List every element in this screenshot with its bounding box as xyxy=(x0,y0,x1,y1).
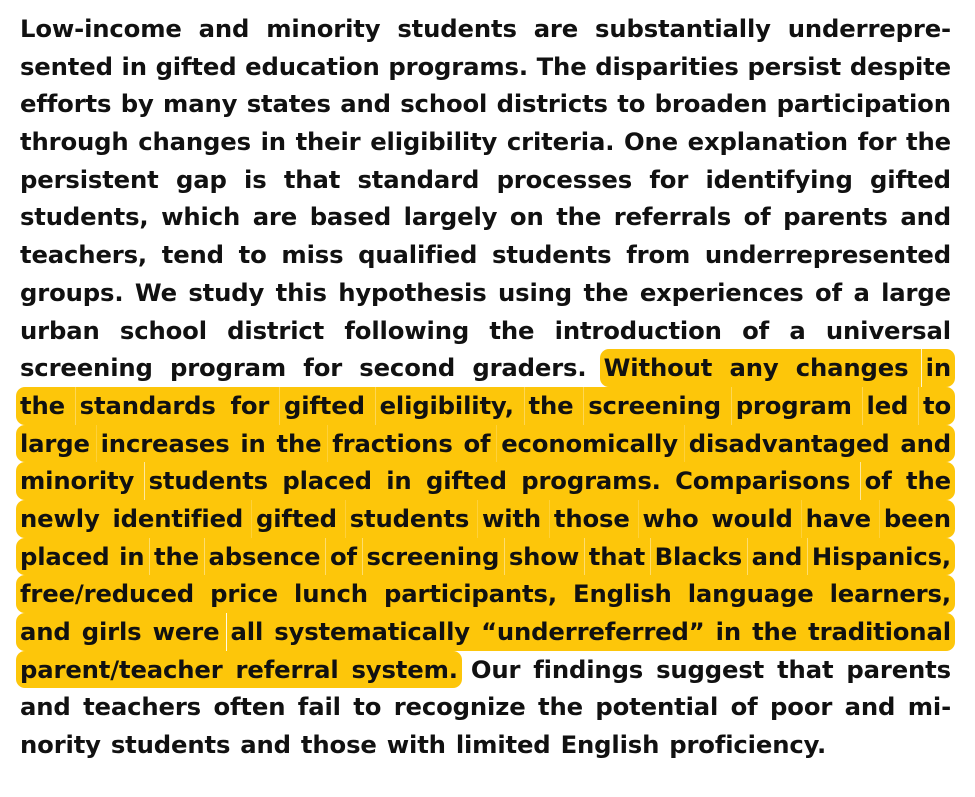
word: gap xyxy=(175,164,227,194)
word: mi- xyxy=(907,692,951,722)
highlighted-word: changes xyxy=(792,349,913,387)
highlighted-word: show xyxy=(505,538,583,576)
word: using xyxy=(497,277,573,307)
word: the xyxy=(538,692,583,722)
word: which xyxy=(161,202,241,232)
word: study xyxy=(188,277,265,307)
text-line xyxy=(20,48,951,86)
text-line xyxy=(20,10,951,48)
highlighted-word: led xyxy=(863,387,913,425)
highlighted-word: economically xyxy=(497,425,682,463)
highlighted-word: with xyxy=(478,500,545,538)
word: participation xyxy=(776,89,951,119)
word: proficiency. xyxy=(669,730,827,760)
highlighted-word: students xyxy=(145,462,272,500)
highlighted-word: minority xyxy=(16,462,138,500)
word: poor xyxy=(770,692,833,722)
word: substantially xyxy=(595,14,771,43)
word: gifted xyxy=(155,51,237,81)
highlighted-word: been xyxy=(880,500,955,538)
word: with xyxy=(386,730,446,760)
word: We xyxy=(134,277,177,307)
word: broaden xyxy=(654,89,768,119)
highlighted-word: participants, xyxy=(380,575,561,613)
highlighted-word: placed xyxy=(278,462,376,500)
text-line xyxy=(20,274,951,312)
word: students xyxy=(397,14,517,43)
text-line xyxy=(20,462,951,500)
word: to xyxy=(238,240,267,270)
word: district xyxy=(227,315,325,345)
word: and xyxy=(900,202,951,232)
highlighted-word: to xyxy=(919,387,955,425)
word: criteria. xyxy=(506,127,615,157)
word: of xyxy=(815,277,843,307)
word: potential xyxy=(595,692,719,722)
word: disparities xyxy=(595,51,739,81)
text-line xyxy=(20,500,951,538)
text-line xyxy=(20,688,951,726)
word: tend xyxy=(161,240,224,270)
text-line xyxy=(20,312,951,350)
highlighted-word: learners, xyxy=(826,575,955,613)
word: in xyxy=(121,51,147,81)
highlighted-word: parent/teacher xyxy=(16,651,227,689)
word: referrals xyxy=(613,202,732,232)
text-line xyxy=(20,425,951,463)
word: the xyxy=(583,277,629,307)
highlighted-word: were xyxy=(149,613,224,651)
word: the xyxy=(489,315,535,345)
word: often xyxy=(213,692,286,722)
highlighted-word: price xyxy=(206,575,282,613)
highlighted-word: Without xyxy=(600,349,717,387)
highlighted-word: Blacks xyxy=(651,538,746,576)
highlighted-word: in xyxy=(922,349,955,387)
highlighted-word: program xyxy=(732,387,856,425)
word: a xyxy=(853,277,870,307)
word: programs. xyxy=(388,51,528,81)
highlighted-word: Hispanics, xyxy=(808,538,955,576)
word: on xyxy=(509,202,544,232)
word: underrepresented xyxy=(704,240,951,270)
highlighted-word: gifted xyxy=(280,387,369,425)
highlighted-word: in xyxy=(115,538,148,576)
highlighted-word: students xyxy=(346,500,473,538)
highlighted-word: gifted xyxy=(422,462,511,500)
word: Low-income xyxy=(20,14,182,43)
word: teachers, xyxy=(20,240,147,270)
word: to xyxy=(617,89,646,119)
word: largely xyxy=(403,202,498,232)
word: a xyxy=(789,315,806,345)
word: of xyxy=(742,315,770,345)
text-line xyxy=(20,123,951,161)
text-line xyxy=(20,613,951,651)
word: education xyxy=(245,51,380,81)
word: for xyxy=(649,164,689,194)
word: school xyxy=(119,315,207,345)
word: from xyxy=(626,240,691,270)
highlighted-word: girls xyxy=(78,613,146,651)
highlighted-word: and xyxy=(16,613,75,651)
word: suggest xyxy=(656,654,765,684)
word: limited xyxy=(455,730,551,760)
highlighted-word: all xyxy=(227,613,268,651)
word: and xyxy=(20,692,71,722)
word: states xyxy=(246,89,331,119)
word: fail xyxy=(297,692,341,722)
word: efforts xyxy=(20,89,112,119)
word: sented xyxy=(20,51,113,81)
text-line xyxy=(20,726,951,764)
highlighted-word: absence xyxy=(205,538,325,576)
highlighted-word: “underreferred” xyxy=(477,613,708,651)
word: underrepre- xyxy=(787,14,951,43)
highlighted-word: referral xyxy=(232,651,343,689)
word: those xyxy=(300,730,377,760)
highlighted-word: of xyxy=(861,462,896,500)
word: introduction xyxy=(554,315,722,345)
highlighted-word: screening xyxy=(363,538,504,576)
highlighted-word: in xyxy=(382,462,415,500)
text-line xyxy=(20,161,951,199)
word: through xyxy=(20,127,129,157)
word: second xyxy=(359,353,456,383)
text-line xyxy=(20,85,951,123)
word: urban xyxy=(20,315,100,345)
word: to xyxy=(353,692,382,722)
word: students, xyxy=(20,202,149,232)
highlighted-word: disadvantaged xyxy=(685,425,894,463)
highlighted-word: of xyxy=(459,425,494,463)
word: nority xyxy=(20,730,101,760)
word: miss xyxy=(281,240,344,270)
highlighted-word: screening xyxy=(584,387,725,425)
text-line xyxy=(20,575,951,613)
highlighted-word: systematically xyxy=(270,613,474,651)
highlighted-word: the xyxy=(150,538,203,576)
word: parents xyxy=(846,654,951,684)
text-line xyxy=(20,349,951,387)
word: for xyxy=(303,353,343,383)
word: based xyxy=(309,202,392,232)
highlighted-word: the xyxy=(748,613,801,651)
word: graders. xyxy=(472,353,587,383)
highlighted-word: in xyxy=(712,613,745,651)
word: school xyxy=(400,89,488,119)
word: large xyxy=(881,277,951,307)
word: districts xyxy=(496,89,608,119)
word: teachers xyxy=(83,692,201,722)
highlighted-word: for xyxy=(226,387,273,425)
highlighted-word: gifted xyxy=(252,500,341,538)
word: and xyxy=(844,692,896,722)
highlighted-word: increases xyxy=(97,425,234,463)
word: groups. xyxy=(20,277,124,307)
highlighted-word: of xyxy=(326,538,361,576)
highlighted-word: placed xyxy=(16,538,114,576)
word: recognize xyxy=(393,692,526,722)
word: changes xyxy=(138,127,251,157)
highlighted-word: Comparisons xyxy=(671,462,854,500)
highlighted-word: have xyxy=(802,500,875,538)
word: of xyxy=(743,202,771,232)
highlighted-word: programs. xyxy=(517,462,665,500)
text-line xyxy=(20,538,951,576)
highlighted-word: language xyxy=(684,575,818,613)
word: persist xyxy=(747,51,842,81)
highlighted-word: large xyxy=(16,425,94,463)
highlighted-word: those xyxy=(550,500,634,538)
highlighted-word: the xyxy=(16,387,69,425)
word: standard xyxy=(357,164,480,194)
word: parents xyxy=(783,202,888,232)
highlighted-word: who xyxy=(639,500,703,538)
highlighted-word: any xyxy=(725,349,782,387)
word: their xyxy=(295,127,361,157)
highlighted-word: standards xyxy=(76,387,220,425)
highlighted-word: would xyxy=(707,500,796,538)
word: that xyxy=(777,654,834,684)
word: for xyxy=(857,127,897,157)
word: findings xyxy=(533,654,644,684)
word: processes xyxy=(496,164,633,194)
highlighted-word: English xyxy=(569,575,676,613)
text-line xyxy=(20,651,951,689)
text-line xyxy=(20,236,951,274)
highlighted-word: system. xyxy=(348,651,462,689)
word: and xyxy=(198,14,250,43)
word: program xyxy=(169,353,287,383)
highlighted-word: eligibility, xyxy=(376,387,518,425)
word: are xyxy=(533,14,579,43)
highlighted-word: the xyxy=(525,387,578,425)
highlighted-word: the xyxy=(902,462,955,500)
highlighted-word: and xyxy=(748,538,807,576)
word: One xyxy=(623,127,678,157)
highlighted-word: lunch xyxy=(290,575,372,613)
word: qualified xyxy=(358,240,478,270)
word: by xyxy=(120,89,154,119)
word: this xyxy=(275,277,327,307)
word: following xyxy=(344,315,470,345)
word: Our xyxy=(470,654,521,684)
word: are xyxy=(252,202,298,232)
word: gifted xyxy=(870,164,951,194)
text-line xyxy=(20,387,951,425)
word: English xyxy=(560,730,660,760)
highlighted-word: in xyxy=(236,425,269,463)
highlighted-word: traditional xyxy=(804,613,955,651)
highlighted-word: identified xyxy=(108,500,247,538)
word: and xyxy=(240,730,291,760)
word: and xyxy=(340,89,391,119)
word: is xyxy=(244,164,267,194)
word: students xyxy=(110,730,231,760)
word: The xyxy=(536,51,587,81)
word: students xyxy=(492,240,612,270)
word: explanation xyxy=(687,127,848,157)
word: eligibility xyxy=(370,127,498,157)
highlighted-word: free/reduced xyxy=(16,575,198,613)
highlighted-word: the xyxy=(272,425,325,463)
text-line xyxy=(20,198,951,236)
word: the xyxy=(906,127,951,157)
word: universal xyxy=(825,315,951,345)
word: despite xyxy=(849,51,951,81)
highlighted-word: and xyxy=(896,425,955,463)
word: hypothesis xyxy=(338,277,487,307)
word: persistent xyxy=(20,164,159,194)
word: the xyxy=(556,202,602,232)
highlighted-word: fractions xyxy=(328,425,456,463)
highlighted-word: that xyxy=(585,538,649,576)
highlighted-word: newly xyxy=(16,500,104,538)
word: that xyxy=(283,164,341,194)
word: of xyxy=(730,692,758,722)
word: many xyxy=(163,89,238,119)
word: in xyxy=(260,127,286,157)
word: identifying xyxy=(705,164,853,194)
word: screening xyxy=(20,353,153,383)
word: experiences xyxy=(639,277,804,307)
word: minority xyxy=(266,14,381,43)
